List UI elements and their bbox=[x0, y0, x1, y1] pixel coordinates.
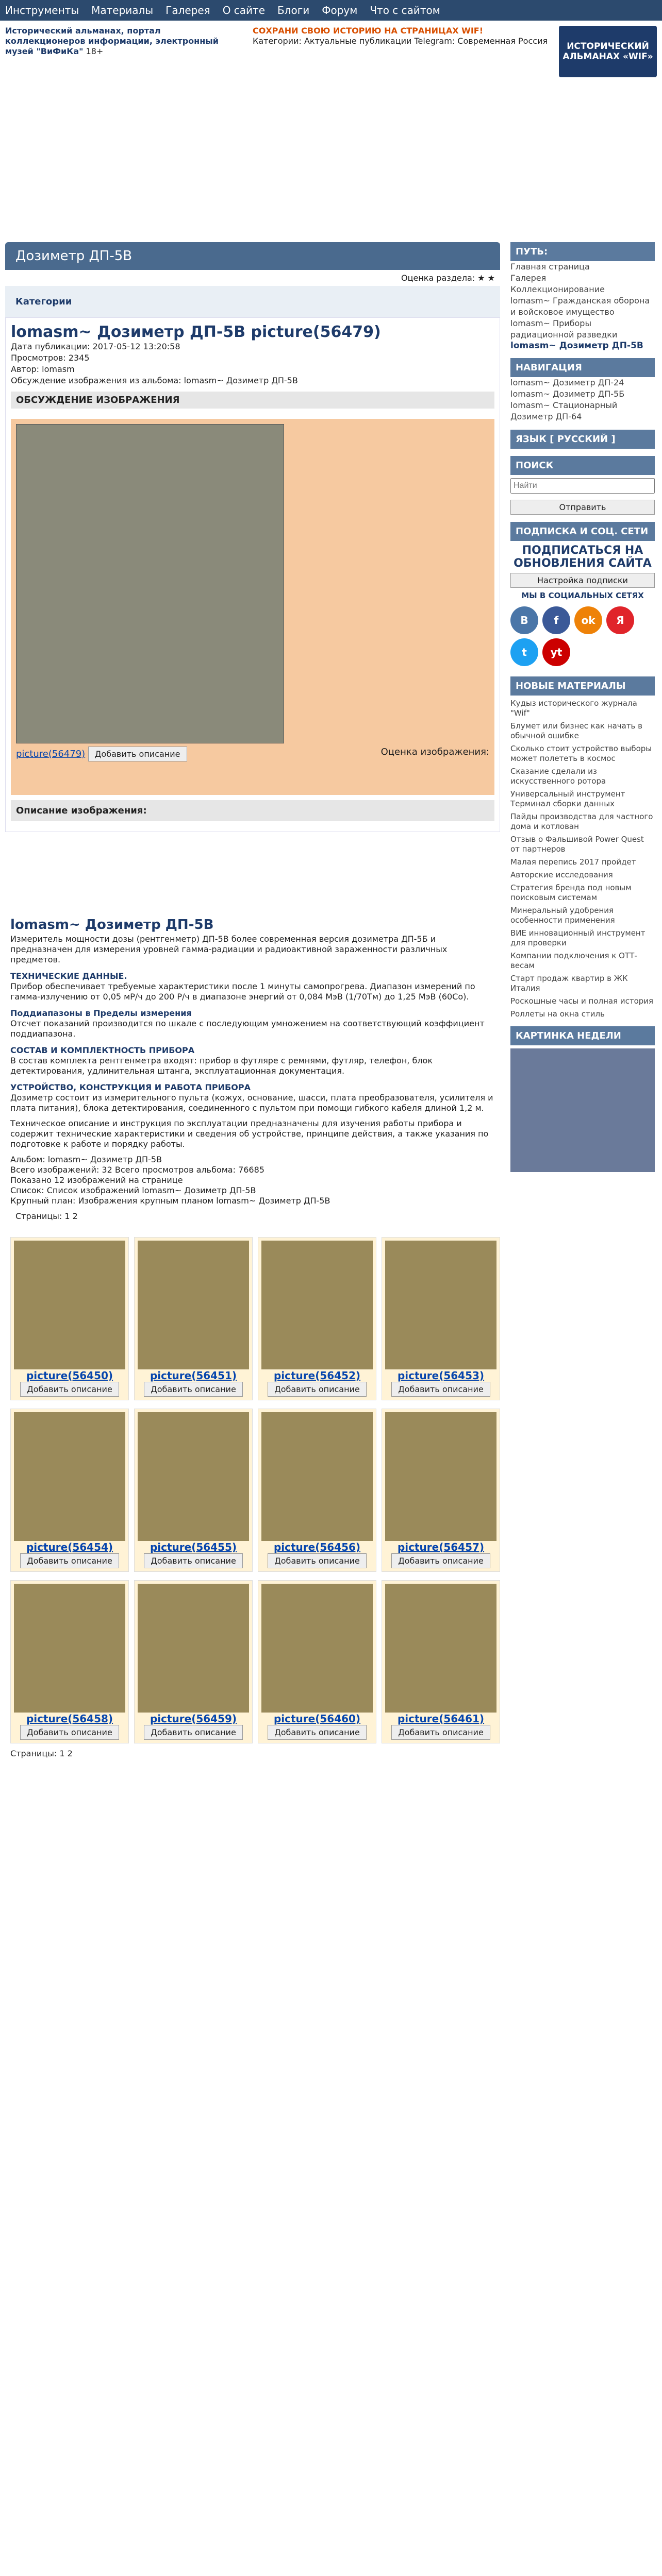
pager-top[interactable]: Страницы: 1 2 bbox=[15, 1211, 78, 1221]
thumb-name[interactable]: picture(56458) bbox=[26, 1713, 113, 1725]
thumb-image[interactable] bbox=[261, 1584, 373, 1713]
news-item[interactable]: Старт продаж квартир в ЖК Италия bbox=[510, 974, 628, 993]
news-item[interactable]: Малая перепись 2017 пройдет bbox=[510, 857, 636, 867]
gallery-thumb[interactable] bbox=[382, 1409, 500, 1572]
add-description-button[interactable]: Добавить описание bbox=[88, 747, 187, 761]
gallery-thumb[interactable] bbox=[10, 1237, 129, 1400]
pager-bottom[interactable]: Страницы: 1 2 bbox=[10, 1749, 73, 1758]
nav-item-1[interactable]: lomasm~ Дозиметр ДП-24 bbox=[510, 378, 624, 387]
gallery-thumb[interactable] bbox=[258, 1237, 376, 1400]
news-item[interactable]: Компании подключения к ОТТ-весам bbox=[510, 951, 637, 970]
thumb-name[interactable]: picture(56454) bbox=[26, 1541, 113, 1553]
album-shown: Показано 12 изображений на странице bbox=[10, 1175, 183, 1185]
tech-heading: ТЕХНИЧЕСКИЕ ДАННЫЕ. bbox=[10, 971, 127, 981]
search-submit-button[interactable]: Отправить bbox=[510, 500, 655, 515]
thumb-name[interactable]: picture(56452) bbox=[273, 1369, 361, 1382]
facebook-icon[interactable]: f bbox=[542, 606, 570, 634]
manual-text: Техническое описание и инструкция по эксплуатации предназначены для изучения работы прибора и содержит технические характеристики и сведения об устройстве, принципе действия, а также указания по подготовке к работе и порядку работы. bbox=[10, 1118, 489, 1149]
gallery-thumb[interactable] bbox=[10, 1409, 129, 1572]
description-label: Описание изображения: bbox=[11, 800, 494, 821]
social-title: МЫ В СОЦИАЛЬНЫХ СЕТЯХ bbox=[521, 591, 644, 600]
pic-of-week-title: КАРТИНКА НЕДЕЛИ bbox=[510, 1026, 655, 1045]
news-item[interactable]: Стратегия бренда под новым поисковым системам bbox=[510, 883, 632, 902]
site-description: Исторический альманах, портал коллекционеров информации, электронный музей "ВиФиКа" 18+ bbox=[5, 26, 219, 56]
path-current: lomasm~ Дозиметр ДП-5В bbox=[510, 341, 643, 351]
thumb-image[interactable] bbox=[261, 1241, 373, 1369]
album-closeup-link[interactable]: Крупный план: Изображения крупным планом lomasm~ Дозиметр ДП-5В bbox=[10, 1196, 330, 1206]
pub-date: Дата публикации: 2017-05-12 13:20:58 bbox=[11, 342, 180, 351]
nav-item-2[interactable]: lomasm~ Дозиметр ДП-5Б bbox=[510, 389, 625, 399]
thumb-name[interactable]: picture(56461) bbox=[397, 1713, 485, 1725]
device-heading: УСТРОЙСТВО, КОНСТРУКЦИЯ И РАБОТА ПРИБОРА bbox=[10, 1082, 251, 1092]
album-info[interactable]: Альбом: lomasm~ Дозиметр ДП-5В bbox=[10, 1155, 162, 1164]
add-description-button[interactable]: Добавить описание bbox=[391, 1553, 490, 1568]
nav-title: НАВИГАЦИЯ bbox=[510, 358, 655, 377]
thumbnail-gallery bbox=[5, 1237, 500, 1743]
site-header bbox=[0, 21, 662, 93]
menu-about[interactable]: О сайте bbox=[222, 4, 266, 16]
thumb-name[interactable]: picture(56459) bbox=[150, 1713, 237, 1725]
add-description-button[interactable]: Добавить описание bbox=[391, 1382, 490, 1397]
article-intro: Измеритель мощности дозы (рентгенметр) ДП-5В более современная версия дозиметра ДП-5Б и предназначен для измерения уровней гамма-радиации и радиоактивной зараженности различных предметов. bbox=[10, 934, 448, 964]
thumb-name[interactable]: picture(56460) bbox=[273, 1713, 361, 1725]
author: Автор: lomasm bbox=[11, 364, 75, 374]
composition-heading: СОСТАВ И КОМПЛЕКТНОСТЬ ПРИБОРА bbox=[10, 1045, 195, 1055]
add-description-button[interactable]: Добавить описание bbox=[268, 1382, 367, 1397]
device-text: Дозиметр состоит из измерительного пульта (кожух, основание, шасси, плата преобразователя, усилителя и плата питания), блока детектирования, соединенного с пультом при помощи гибкого кабеля длиной 1,2 м. bbox=[10, 1093, 493, 1113]
menu-forum[interactable]: Форум bbox=[322, 4, 358, 16]
main-picture[interactable] bbox=[16, 424, 284, 743]
thumb-name[interactable]: picture(56456) bbox=[273, 1541, 361, 1553]
add-description-button[interactable]: Добавить описание bbox=[144, 1553, 243, 1568]
gallery-thumb[interactable] bbox=[134, 1580, 253, 1743]
main-content bbox=[5, 93, 500, 1764]
tech-text: Прибор обеспечивает требуемые характеристики после 1 минуты самопрогрева. Диапазон измерений по гамма-излучению от 0,05 мР/ч до 200 Р/ч в диапазоне энергий от 0,084 МэВ (1/70Тм) до 1,25 МэВ (60Co). bbox=[10, 981, 475, 1002]
add-description-button[interactable]: Добавить описание bbox=[391, 1725, 490, 1740]
menu-gallery[interactable]: Галерея bbox=[166, 4, 210, 16]
gallery-thumb[interactable] bbox=[258, 1580, 376, 1743]
twitter-icon[interactable]: t bbox=[510, 638, 538, 666]
path-item-gallery[interactable]: Галерея bbox=[510, 273, 547, 283]
menu-status[interactable]: Что с сайтом bbox=[370, 4, 440, 16]
sidebar bbox=[510, 93, 655, 1764]
menu-materials[interactable]: Материалы bbox=[91, 4, 154, 16]
path-title: ПУТЬ: bbox=[510, 242, 655, 261]
section-rating: Оценка раздела: ★ ★ bbox=[401, 273, 495, 283]
path-item-collecting[interactable]: Коллекционирование bbox=[510, 284, 605, 294]
add-description-button[interactable]: Добавить описание bbox=[20, 1553, 119, 1568]
thumb-image[interactable] bbox=[385, 1584, 496, 1713]
range-text: Отсчет показаний производится по шкале с последующим умножением на соответствующий коэффициент поддиапазона. bbox=[10, 1019, 485, 1039]
news-item[interactable]: Пайды производства для частного дома и котлован bbox=[510, 812, 653, 831]
news-item[interactable]: Универсальный инструмент Терминал сборки данных bbox=[510, 789, 625, 808]
view-count: Просмотров: 2345 bbox=[11, 353, 90, 363]
gallery-thumb[interactable] bbox=[10, 1580, 129, 1743]
thumb-image[interactable] bbox=[14, 1412, 125, 1541]
thumb-image[interactable] bbox=[14, 1584, 125, 1713]
thumb-image[interactable] bbox=[385, 1412, 496, 1541]
news-item[interactable]: Отзыв о Фальшивой Power Quest от партнеров bbox=[510, 835, 644, 854]
discussion-header: ОБСУЖДЕНИЕ ИЗОБРАЖЕНИЯ bbox=[11, 392, 494, 409]
gallery-thumb[interactable] bbox=[382, 1580, 500, 1743]
picture-box bbox=[5, 317, 500, 832]
gallery-thumb[interactable] bbox=[382, 1237, 500, 1400]
news-item[interactable]: Роллеты на окна стиль bbox=[510, 1009, 605, 1019]
path-item-radiation[interactable]: lomasm~ Приборы радиационной разведки bbox=[510, 318, 618, 340]
thumb-image[interactable] bbox=[138, 1241, 249, 1369]
subscribe-text[interactable]: ПОДПИСАТЬСЯ НА ОБНОВЛЕНИЯ САЙТА bbox=[514, 544, 652, 570]
vk-icon[interactable]: B bbox=[510, 606, 538, 634]
top-nav bbox=[0, 0, 662, 21]
thumb-name[interactable]: picture(56451) bbox=[150, 1369, 237, 1382]
add-description-button[interactable]: Добавить описание bbox=[20, 1382, 119, 1397]
add-description-button[interactable]: Добавить описание bbox=[20, 1725, 119, 1740]
path-item-civil-defense[interactable]: lomasm~ Гражданская оборона и войсковое имущество bbox=[510, 296, 650, 317]
album-link[interactable]: Обсуждение изображения из альбома: lomasm~ Дозиметр ДП-5В bbox=[11, 376, 298, 385]
thumb-image[interactable] bbox=[138, 1412, 249, 1541]
thumb-image[interactable] bbox=[385, 1241, 496, 1369]
composition-text: В состав комплекта рентгенметра входят: прибор в футляре с ремнями, футляр, телефон, блок детектирования, удлинительная штанга, эксплуатационная документация. bbox=[10, 1056, 433, 1076]
path-item-home[interactable]: Главная страница bbox=[510, 262, 590, 272]
lang-title[interactable]: ЯЗЫК [ РУССКИЙ ] bbox=[510, 430, 655, 449]
gallery-thumb[interactable] bbox=[134, 1409, 253, 1572]
news-item[interactable]: Роскошные часы и полная история bbox=[510, 996, 654, 1006]
add-description-button[interactable]: Добавить описание bbox=[268, 1553, 367, 1568]
thumb-image[interactable] bbox=[261, 1412, 373, 1541]
promo-link[interactable]: СОХРАНИ СВОЮ ИСТОРИЮ НА СТРАНИЦАХ WIF! bbox=[253, 26, 483, 36]
thumb-name[interactable]: picture(56453) bbox=[397, 1369, 485, 1382]
gallery-thumb[interactable] bbox=[258, 1409, 376, 1572]
article-body bbox=[5, 914, 500, 1232]
youtube-icon[interactable]: yt bbox=[542, 638, 570, 666]
yandex-icon[interactable]: Я bbox=[606, 606, 634, 634]
category-label[interactable]: Категории bbox=[5, 286, 500, 317]
thumb-name[interactable]: picture(56450) bbox=[26, 1369, 113, 1382]
site-logo[interactable]: ИСТОРИЧЕСКИЙ АЛЬМАНАХ «WIF» bbox=[559, 26, 657, 77]
menu-instruments[interactable]: Инструменты bbox=[5, 4, 79, 16]
news-item[interactable]: Сказание сделали из искусственного ротора bbox=[510, 767, 606, 786]
news-item[interactable]: Сколько стоит устройство выборы может полететь в космос bbox=[510, 744, 652, 763]
news-title: НОВЫЕ МАТЕРИАЛЫ bbox=[510, 676, 655, 696]
subscribe-settings-button[interactable]: Настройка подписки bbox=[510, 573, 655, 588]
news-item[interactable]: Минеральный удобрения особенности применения bbox=[510, 906, 615, 925]
news-item[interactable]: Кудыз исторического журнала "Wif" bbox=[510, 699, 637, 718]
odnoklassniki-icon[interactable]: ok bbox=[574, 606, 602, 634]
news-item[interactable]: Авторские исследования bbox=[510, 870, 613, 879]
search-input[interactable] bbox=[510, 478, 655, 494]
thumb-name[interactable]: picture(56455) bbox=[150, 1541, 237, 1553]
album-list-link[interactable]: Список: Список изображений lomasm~ Дозиметр ДП-5В bbox=[10, 1185, 256, 1195]
article-heading: lomasm~ Дозиметр ДП-5В bbox=[10, 917, 214, 933]
thumb-image[interactable] bbox=[14, 1241, 125, 1369]
news-item[interactable]: ВИЕ инновационный инструмент для проверки bbox=[510, 928, 646, 947]
promo-block: СОХРАНИ СВОЮ ИСТОРИЮ НА СТРАНИЦАХ WIF! Категории: Актуальные публикации Telegram: Современная Россия bbox=[253, 26, 548, 46]
picture-rating: Оценка изображения: bbox=[380, 747, 489, 757]
add-description-button[interactable]: Добавить описание bbox=[144, 1725, 243, 1740]
search-title: ПОИСК bbox=[510, 456, 655, 475]
nav-item-3[interactable]: lomasm~ Стационарный Дозиметр ДП-64 bbox=[510, 400, 618, 421]
pic-of-week[interactable] bbox=[510, 1048, 655, 1172]
add-description-button[interactable]: Добавить описание bbox=[268, 1725, 367, 1740]
menu-blogs[interactable]: Блоги bbox=[277, 4, 310, 16]
page-title: Дозиметр ДП-5В bbox=[5, 242, 500, 270]
gallery-thumb[interactable] bbox=[134, 1237, 253, 1400]
thumb-name[interactable]: picture(56457) bbox=[397, 1541, 485, 1553]
picture-link[interactable]: picture(56479) bbox=[16, 749, 86, 759]
subscribe-title: ПОДПИСКА И СОЦ. СЕТИ bbox=[510, 522, 655, 541]
album-total: Всего изображений: 32 Всего просмотров альбома: 76685 bbox=[10, 1165, 264, 1175]
news-item[interactable]: Блумет или бизнес как начать в обычной ошибке bbox=[510, 721, 643, 740]
picture-title: lomasm~ Дозиметр ДП-5В picture(56479) bbox=[11, 323, 381, 341]
add-description-button[interactable]: Добавить описание bbox=[144, 1382, 243, 1397]
main-picture-area bbox=[11, 419, 494, 795]
thumb-image[interactable] bbox=[138, 1584, 249, 1713]
social-icons bbox=[510, 603, 655, 669]
range-heading: Поддиапазоны в Пределы измерения bbox=[10, 1008, 192, 1018]
news-list bbox=[510, 699, 655, 1019]
